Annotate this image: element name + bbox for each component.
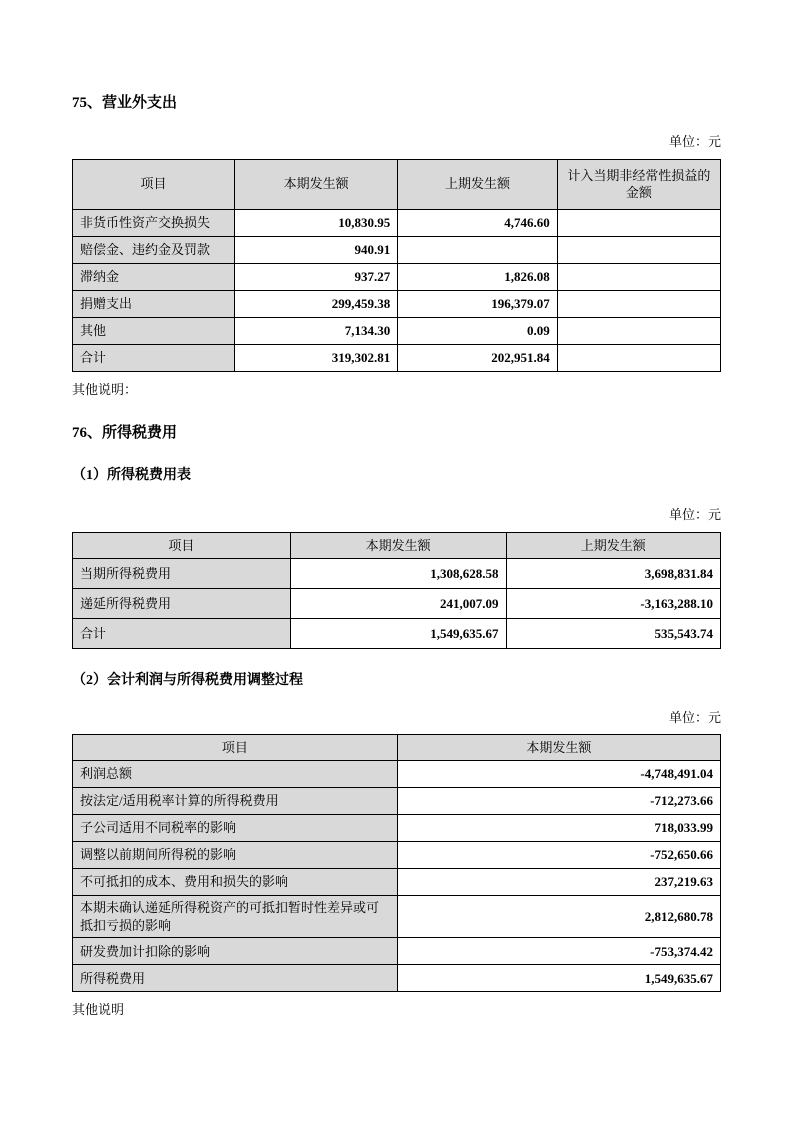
table-row: [73, 788, 721, 815]
row-label: 合计: [73, 344, 235, 371]
table-row: [73, 938, 721, 965]
nonrecurring-amount: [557, 209, 720, 236]
non-operating-expenses-table: [72, 159, 721, 372]
row-label: 利润总额: [73, 761, 398, 788]
current-amount: 2,812,680.78: [397, 896, 720, 938]
row-label: 其他: [73, 317, 235, 344]
nonrecurring-amount: [557, 317, 720, 344]
current-amount: 319,302.81: [235, 344, 398, 371]
column-header-prior-period: 上期发生额: [506, 532, 721, 558]
table-header-row: [73, 735, 721, 761]
current-amount: -712,273.66: [397, 788, 720, 815]
unit-label-76-2: 单位：元: [668, 709, 721, 725]
prior-amount: 196,379.07: [398, 290, 557, 317]
table-row: [73, 263, 721, 290]
subsection-76-1-heading: （1）所得税费用表: [72, 468, 191, 484]
nonrecurring-amount: [557, 344, 720, 371]
table-header-row: [73, 159, 721, 209]
unit-label-76-1: 单位：元: [668, 507, 721, 523]
row-label: 滞纳金: [73, 263, 235, 290]
table-row: [73, 761, 721, 788]
column-header-item: 项目: [73, 159, 235, 209]
row-label: 调整以前期间所得税的影响: [73, 842, 398, 869]
section-76-heading: 76、所得税费用: [72, 425, 178, 442]
table-row-total: [73, 618, 721, 648]
current-amount: -752,650.66: [397, 842, 720, 869]
table-row: [73, 209, 721, 236]
row-label: 子公司适用不同税率的影响: [73, 815, 398, 842]
table-row: [73, 842, 721, 869]
row-label: 当期所得税费用: [73, 558, 291, 588]
prior-amount: 3,698,831.84: [506, 558, 721, 588]
row-label: 不可抵扣的成本、费用和损失的影响: [73, 869, 398, 896]
current-amount: 1,308,628.58: [290, 558, 506, 588]
current-amount: 940.91: [235, 236, 398, 263]
column-header-current-period: 本期发生额: [290, 532, 506, 558]
prior-amount: 535,543.74: [506, 618, 721, 648]
current-amount: -753,374.42: [397, 938, 720, 965]
row-label: 按法定/适用税率计算的所得税费用: [73, 788, 398, 815]
table-row: [73, 236, 721, 263]
table-row: [73, 869, 721, 896]
prior-amount: 4,746.60: [398, 209, 557, 236]
current-amount: 1,549,635.67: [397, 965, 720, 992]
prior-amount: 0.09: [398, 317, 557, 344]
other-notes-75: 其他说明：: [72, 381, 138, 397]
current-amount: 1,549,635.67: [290, 618, 506, 648]
row-label: 合计: [73, 618, 291, 648]
current-amount: 299,459.38: [235, 290, 398, 317]
unit-label-75: 单位：元: [668, 134, 721, 149]
prior-amount: 1,826.08: [398, 263, 557, 290]
other-notes-76: 其他说明: [72, 1002, 125, 1018]
column-header-current-period: 本期发生额: [397, 735, 720, 761]
column-header-prior-period: 上期发生额: [398, 159, 557, 209]
current-amount: 718,033.99: [397, 815, 720, 842]
column-header-current-period: 本期发生额: [235, 159, 398, 209]
table-row: [73, 558, 721, 588]
current-amount: -4,748,491.04: [397, 761, 720, 788]
current-amount: 10,830.95: [235, 209, 398, 236]
nonrecurring-amount: [557, 263, 720, 290]
row-label: 递延所得税费用: [73, 588, 291, 618]
row-label: 非货币性资产交换损失: [73, 209, 235, 236]
table-row: [73, 290, 721, 317]
row-label: 赔偿金、违约金及罚款: [73, 236, 235, 263]
current-amount: 237,219.63: [397, 869, 720, 896]
nonrecurring-amount: [557, 290, 720, 317]
subsection-76-2-heading: （2）会计利润与所得税费用调整过程: [72, 672, 303, 688]
current-amount: 937.27: [235, 263, 398, 290]
nonrecurring-amount: [557, 236, 720, 263]
row-label: 研发费加计扣除的影响: [73, 938, 398, 965]
column-header-nonrecurring: 计入当期非经常性损益的金额: [557, 159, 720, 209]
row-label: 捐赠支出: [73, 290, 235, 317]
table-row: [73, 896, 721, 938]
tax-reconciliation-table: [72, 734, 721, 992]
income-tax-expense-table: [72, 532, 721, 649]
table-row-total: [73, 344, 721, 371]
column-header-item: 项目: [73, 735, 398, 761]
table-row-total: [73, 965, 721, 992]
section-75-heading: 75、营业外支出: [72, 95, 178, 111]
current-amount: 241,007.09: [290, 588, 506, 618]
table-row: [73, 815, 721, 842]
prior-amount: [398, 236, 557, 263]
column-header-item: 项目: [73, 532, 291, 558]
table-header-row: [73, 532, 721, 558]
prior-amount: 202,951.84: [398, 344, 557, 371]
row-label: 本期未确认递延所得税资产的可抵扣暂时性差异或可抵扣亏损的影响: [73, 896, 398, 938]
prior-amount: -3,163,288.10: [506, 588, 721, 618]
table-row: [73, 588, 721, 618]
table-row: [73, 317, 721, 344]
current-amount: 7,134.30: [235, 317, 398, 344]
row-label: 所得税费用: [73, 965, 398, 992]
